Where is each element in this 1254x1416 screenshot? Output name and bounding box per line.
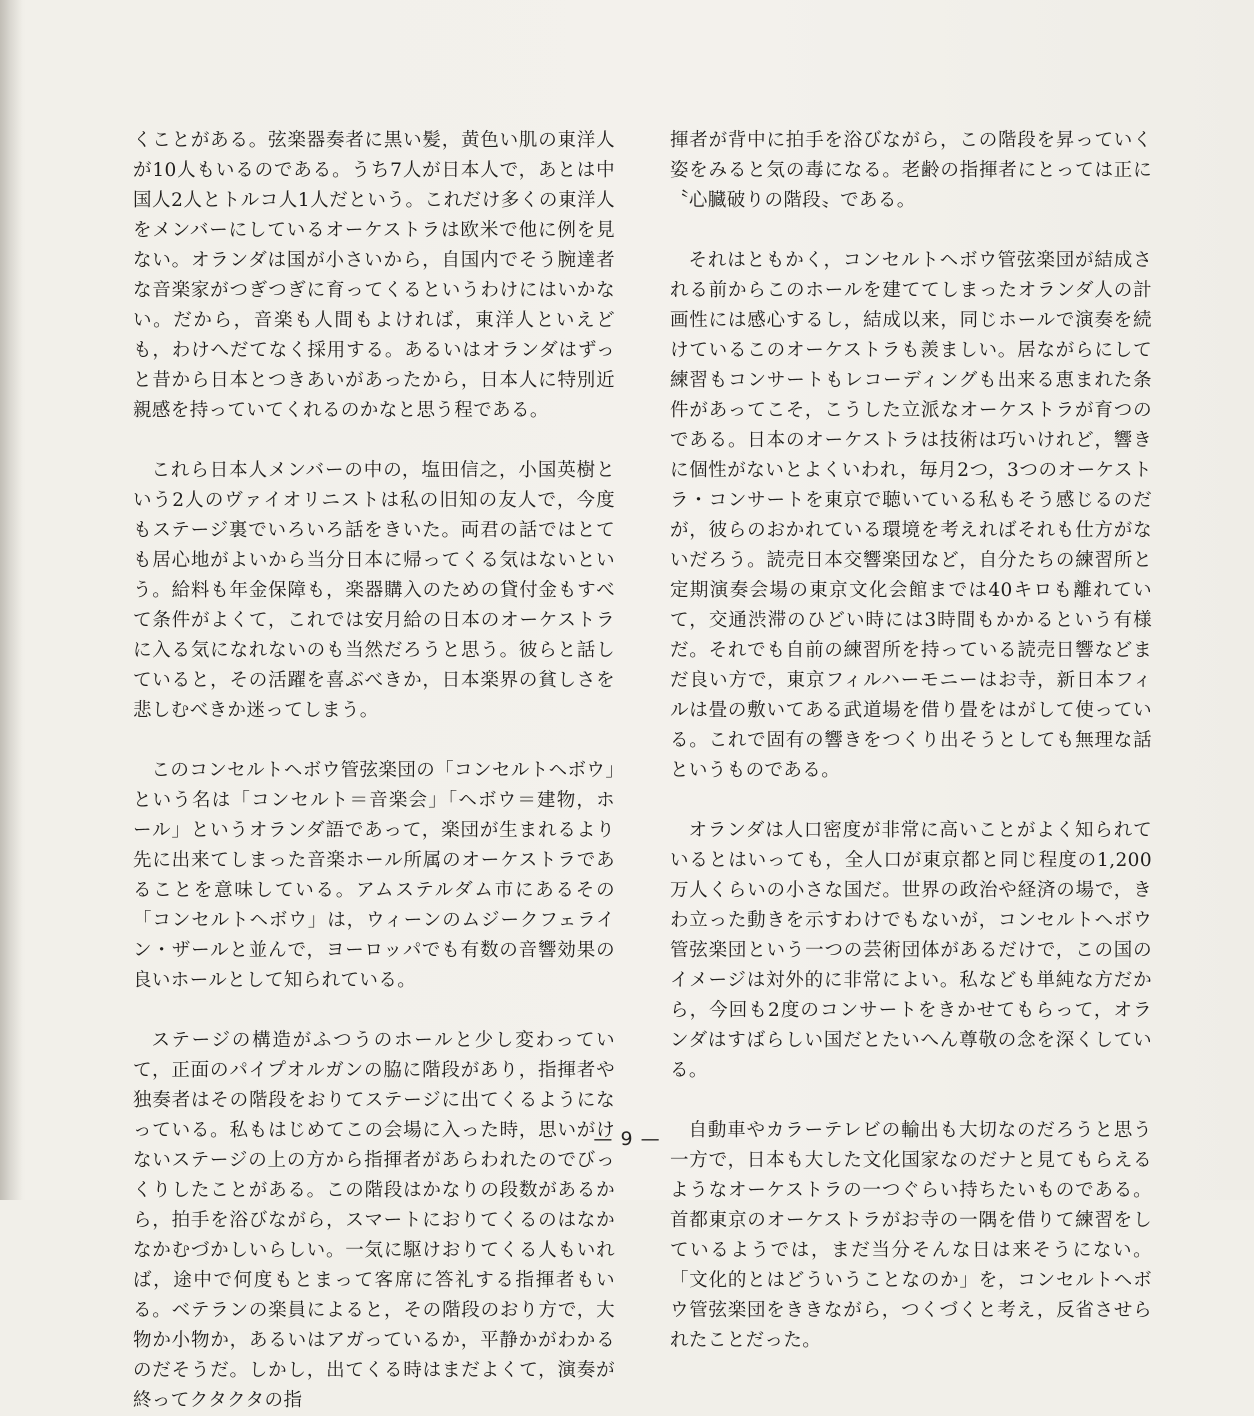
paragraph: 自動車やカラーテレビの輸出も大切なのだろうと思う一方で，日本も大した文化国家なのだナと見てもらえるようなオーケストラの一つぐらい持ちたいものである。首都東京のオーケストラがお寺の一隅を借りて練習をしているようでは，まだ当分そんな日は来そうにない。「文化的とはどういうことなのか」を，コンセルトヘボウ管弦楽団をききながら，つくづくと考え，反省させられたことだった。 xyxy=(670,1120,1152,1351)
paragraph: これら日本人メンバーの中の，塩田信之，小国英樹という2人のヴァイオリニストは私の旧知の友人で，今度もステージ裏でいろいろ話をきいた。両君の話ではとても居心地がよいから当分日本に帰ってくる気はないという。給料も年金保障も，楽器購入のための貸付金もすべて条件がよくて，これでは安月給の日本のオーケストラに入る気になれないのも当然だろうと思う。彼らと話していると，その活躍を喜ぶべきか，日本楽界の貧しさを悲しむべきか迷ってしまう。 xyxy=(133,460,615,721)
left-text-column xyxy=(133,126,615,1416)
paragraph: くことがある。弦楽器奏者に黒い髪，黄色い肌の東洋人が10人もいるのである。うち7人が日本人で，あとは中国人2人とトルコ人1人だという。これだけ多くの東洋人をメンバーにしているオーケストラは欧米で他に例を見ない。オランダは国が小さいから，自国内でそう腕達者な音楽家がつぎつぎに育ってくるというわけにはいかない。だから，音楽も人間もよければ，東洋人といえども，わけへだてなく採用する。あるいはオランダはずっと昔から日本とつきあいがあったから，日本人に特別近親感を持っていてくれるのかなと思う程である。 xyxy=(133,130,615,421)
paragraph: このコンセルトヘボウ管弦楽団の「コンセルトヘボウ」という名は「コンセルト＝音楽会」「ヘボウ＝建物，ホール」というオランダ語であって，楽団が生まれるより先に出来てしまった音楽ホール所属のオーケストラであることを意味している。アムステルダム市にあるその「コンセルトヘボウ」は，ウィーンのムジークフェライン・ザールと並んで，ヨーロッパでも有数の音響効果の良いホールとして知られている。 xyxy=(133,760,615,991)
right-text-column xyxy=(670,126,1152,1356)
paragraph: ステージの構造がふつうのホールと少し変わっていて，正面のパイプオルガンの脇に階段があり，指揮者や独奏者はその階段をおりてステージに出てくるようになっている。私もはじめてこの会場に入った時，思いがけないステージの上の方から指揮者があらわれたのでびっくりしたことがある。この階段はかなりの段数があるから，拍手を浴びながら，スマートにおりてくるのはなかなかむづかしいらしい。一気に駆けおりてくる人もいれば，途中で何度もとまって客席に答礼する指揮者もいる。ベテランの楽員によると，その階段のおり方で，大物か小物か，あるいはアガっているか，平静かがわかるのだそうだ。しかし，出てくる時はまだよくて，演奏が終ってクタクタの指 xyxy=(133,1030,615,1411)
paragraph: オランダは人口密度が非常に高いことがよく知られているとはいっても，全人口が東京都と同じ程度の1,200万人くらいの小さな国だ。世界の政治や経済の場で，きわ立った動きを示すわけでもないが，コンセルトヘボウ管弦楽団という一つの芸術団体があるだけで，この国のイメージは対外的に非常によい。私なども単純な方だから，今回も2度のコンサートをきかせてもらって，オランダはすばらしい国だとたいへん尊敬の念を深くしている。 xyxy=(670,820,1152,1081)
paragraph: それはともかく，コンセルトヘボウ管弦楽団が結成される前からこのホールを建ててしまったオランダ人の計画性には感心するし，結成以来，同じホールで演奏を続けているこのオーケストラも羨ましい。居ながらにして練習もコンサートもレコーディングも出来る恵まれた条件があってこそ，こうした立派なオーケストラが育つのである。日本のオーケストラは技術は巧いけれど，響きに個性がないとよくいわれ，毎月2つ，3つのオーケストラ・コンサートを東京で聴いている私もそう感じるのだが，彼らのおかれている環境を考えればそれも仕方がないだろう。読売日本交響楽団など，自分たちの練習所と定期演奏会場の東京文化会館までは40キロも離れていて，交通渋滞のひどい時には3時間もかかるという有様だ。それでも自前の練習所を持っている読売日響などまだ良い方で，東京フィルハーモニーはお寺，新日本フィルは畳の敷いてある武道場を借り畳をはがして使っている。これで固有の響きをつくり出そうとしても無理な話というものである。 xyxy=(670,250,1152,781)
page-number: — 9 — xyxy=(593,1128,661,1150)
paragraph: 揮者が背中に拍手を浴びながら，この階段を昇っていく姿をみると気の毒になる。老齢の指揮者にとっては正に〝心臓破りの階段〟である。 xyxy=(670,130,1152,211)
